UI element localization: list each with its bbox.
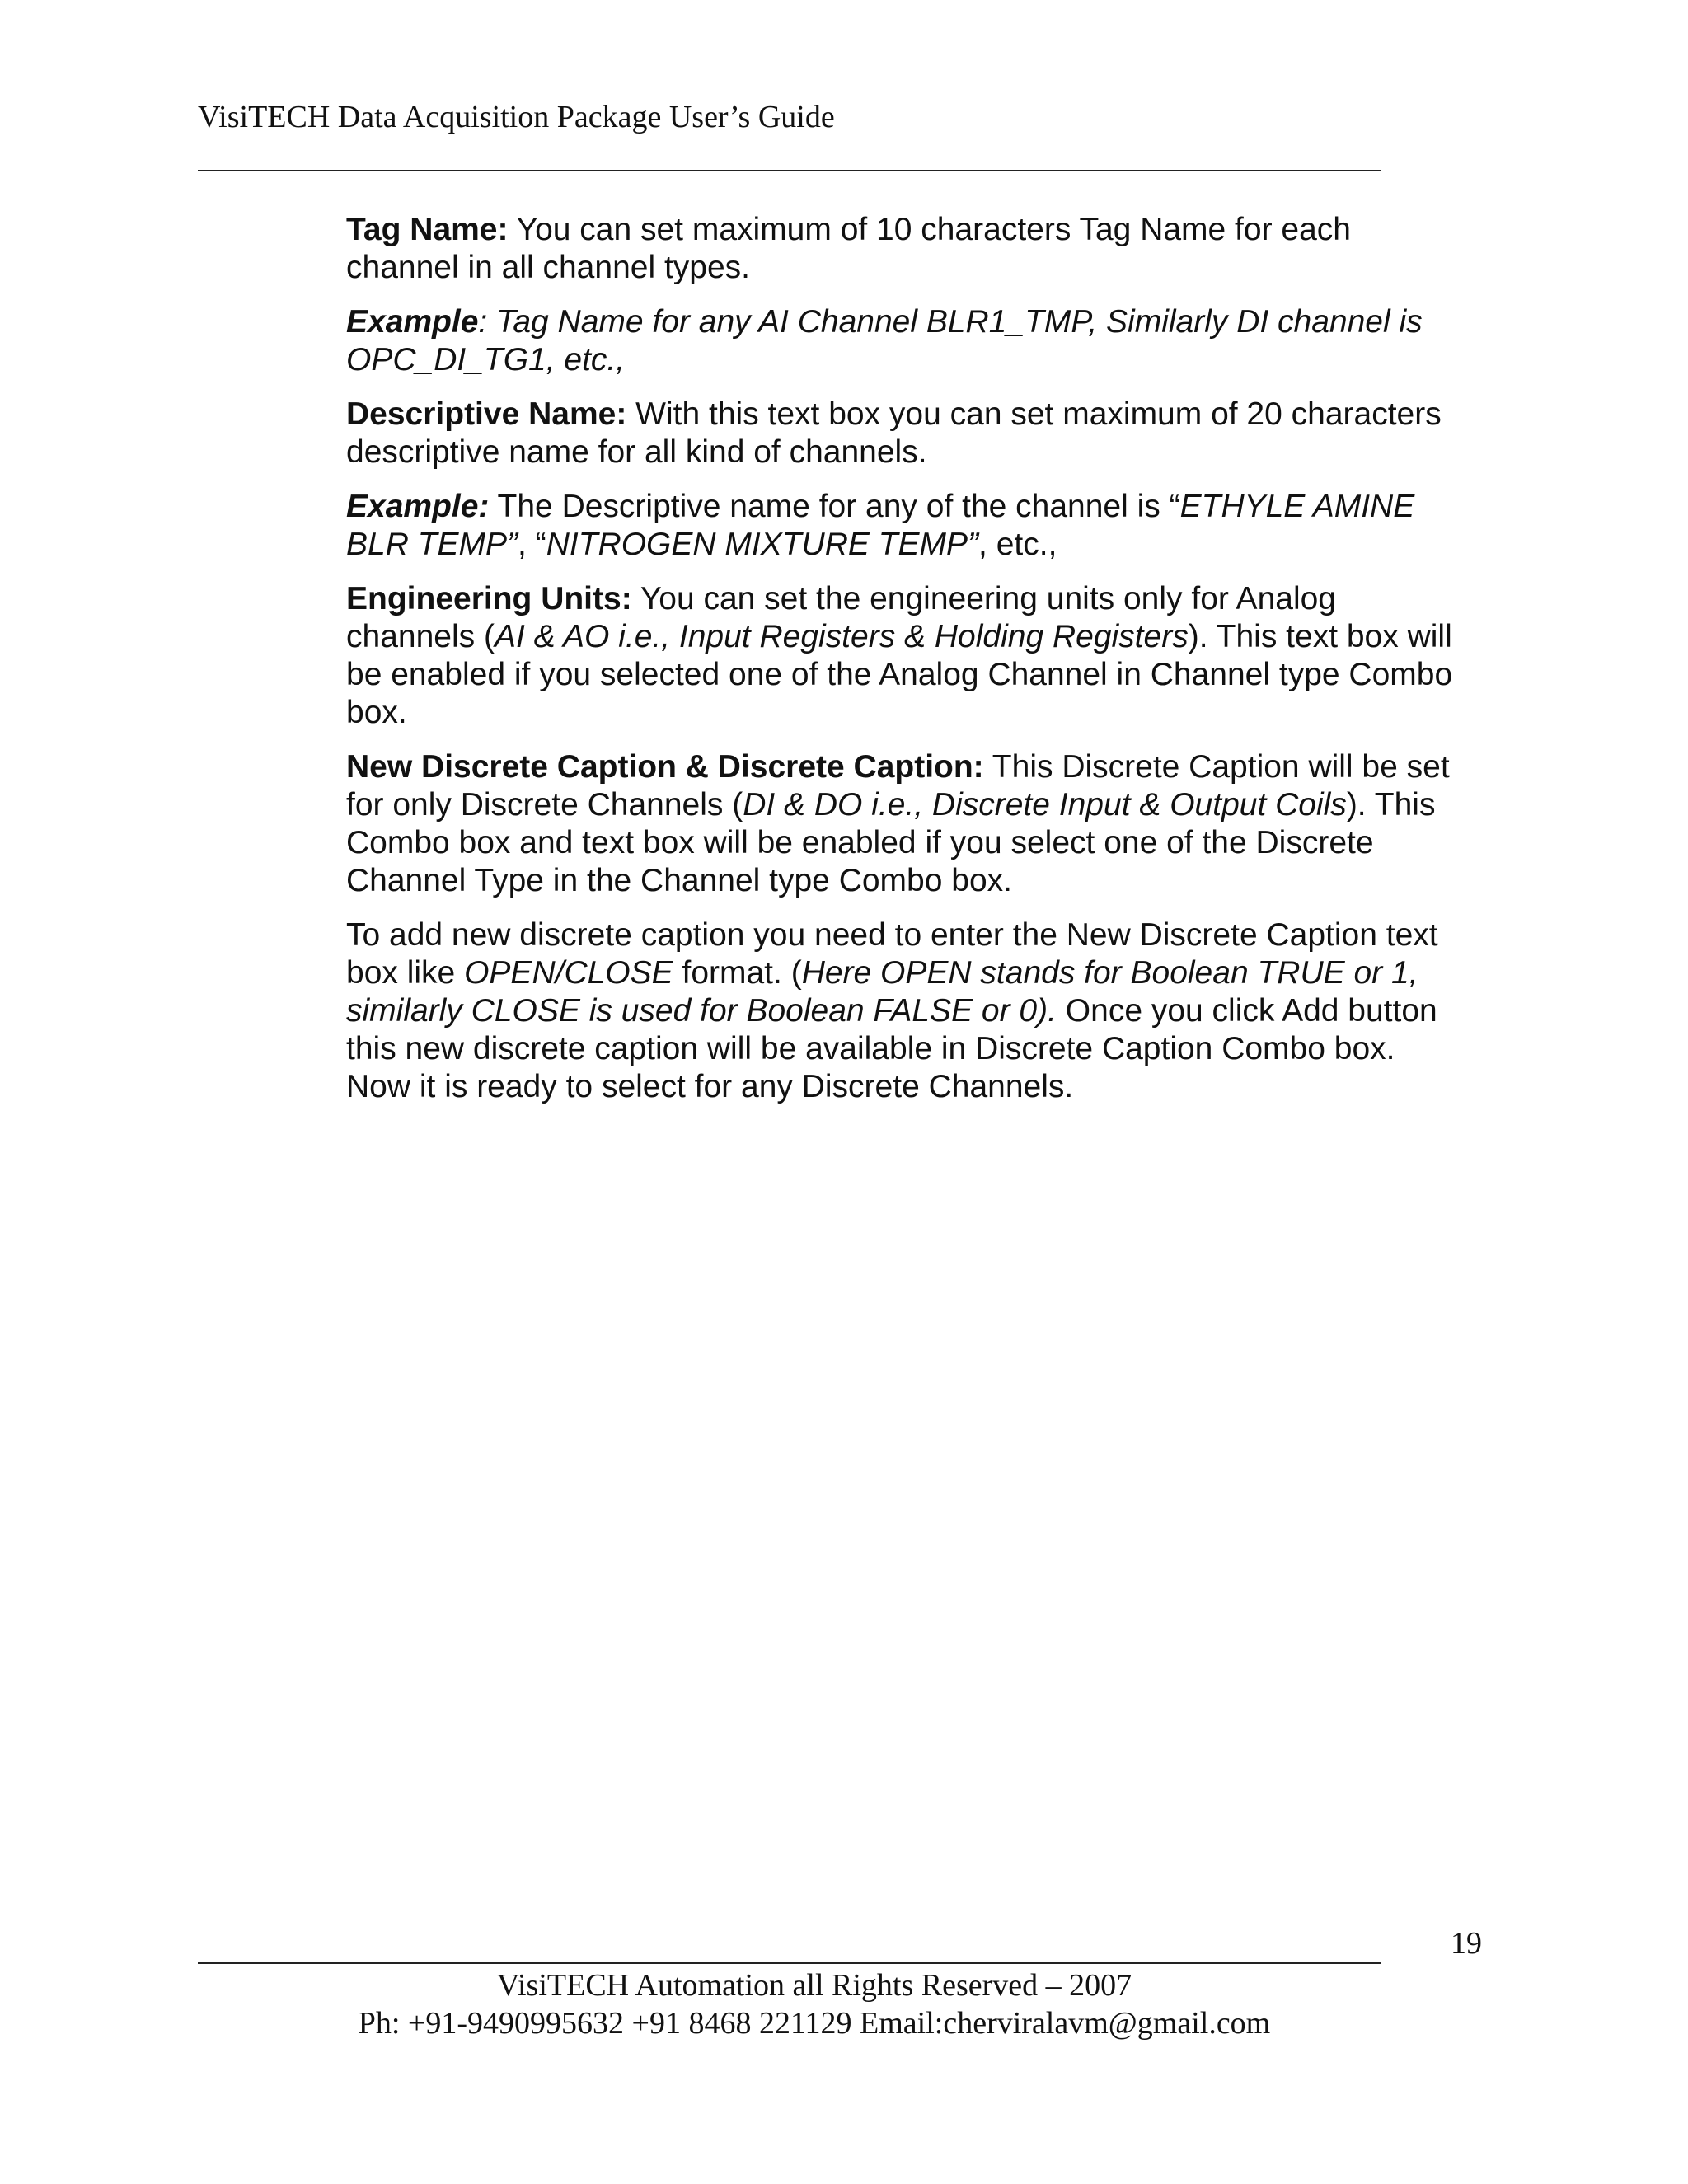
engineering-units-line-2: [346, 618, 1500, 656]
tag-example-line-2: [346, 341, 1500, 379]
descriptive-example-line-1: [346, 488, 1500, 526]
discrete-caption-text-2a: for only Discrete Channels (: [346, 787, 743, 823]
add-caption-text-4: this new discrete caption will be available in Discrete Caption Combo box.: [346, 1031, 1395, 1066]
descriptive-name-paragraph: [346, 396, 1500, 471]
footer-copyright: VisiTECH Automation all Rights Reserved – 2007: [496, 1968, 1132, 2003]
tag-name-text-2: channel in all channel types.: [346, 250, 750, 285]
engineering-units-text-2a: channels (: [346, 619, 495, 654]
tag-example-paragraph: [346, 303, 1500, 379]
tag-name-label: Tag Name:: [346, 212, 509, 247]
descriptive-name-text-2: descriptive name for all kind of channels.: [346, 434, 927, 470]
footer-contact: Ph: +91-9490995632 +91 8468 221129 Email:cherviralavm@gmail.com: [358, 2006, 1271, 2041]
engineering-units-paragraph: [346, 580, 1500, 732]
tag-name-line-1: [346, 211, 1500, 249]
descriptive-example-text-3: , etc.,: [978, 527, 1057, 562]
engineering-units-text-3: be enabled if you selected one of the Analog Channel in Channel type Combo: [346, 657, 1453, 692]
tag-example-label: Example: [346, 304, 479, 340]
discrete-caption-italic: DI & DO i.e., Discrete Input & Output Coils: [743, 787, 1347, 823]
tag-example-line-1: [346, 303, 1500, 341]
descriptive-example-text-1: The Descriptive name for any of the channel is “: [489, 489, 1180, 524]
add-caption-italic-2a: OPEN/CLOSE: [464, 955, 673, 991]
footer: [198, 1966, 1431, 2042]
footer-divider: [198, 1962, 1381, 1964]
header-divider: [198, 170, 1381, 171]
document-body: [346, 211, 1500, 1122]
engineering-units-text-2b: ). This text box will: [1188, 619, 1452, 654]
add-caption-text-1: To add new discrete caption you need to enter the New Discrete Caption text: [346, 917, 1438, 953]
descriptive-example-label: Example:: [346, 489, 490, 524]
descriptive-name-label: Descriptive Name:: [346, 396, 627, 432]
add-caption-paragraph: [346, 916, 1500, 1106]
discrete-caption-text-3: Combo box and text box will be enabled if you select one of the Discrete: [346, 825, 1374, 860]
add-caption-text-2b: format. (: [673, 955, 802, 991]
add-caption-line-2: [346, 954, 1500, 992]
discrete-caption-label: New Discrete Caption & Discrete Caption:: [346, 749, 984, 785]
tag-name-paragraph: [346, 211, 1500, 287]
add-caption-italic-2b: Here OPEN stands for Boolean TRUE or 1,: [801, 955, 1418, 991]
add-caption-line-3: [346, 992, 1500, 1030]
engineering-units-line-1: [346, 580, 1500, 618]
tag-example-text-2: OPC_DI_TG1, etc.,: [346, 342, 626, 377]
descriptive-example-paragraph: [346, 488, 1500, 564]
discrete-caption-line-2: [346, 786, 1500, 824]
descriptive-example-text-2: , “: [518, 527, 546, 562]
tag-name-text-1: You can set maximum of 10 characters Tag Name for each: [508, 212, 1351, 247]
descriptive-example-italic-2: BLR TEMP”: [346, 527, 518, 562]
add-caption-text-3: Once you click Add button: [1056, 993, 1437, 1029]
descriptive-name-line-1: [346, 396, 1500, 434]
descriptive-name-text-1: With this text box you can set maximum of 20 characters: [626, 396, 1442, 432]
descriptive-example-italic-1: ETHYLE AMINE: [1179, 489, 1415, 524]
discrete-caption-text-1: This Discrete Caption will be set: [983, 749, 1450, 785]
engineering-units-text-1: You can set the engineering units only for Analog: [631, 581, 1336, 616]
engineering-units-italic: AI & AO i.e., Input Registers & Holding Registers: [494, 619, 1189, 654]
add-caption-text-2a: box like: [346, 955, 465, 991]
header-title: VisiTECH Data Acquisition Package User’s Guide: [198, 100, 835, 134]
discrete-caption-line-1: [346, 748, 1500, 786]
engineering-units-label: Engineering Units:: [346, 581, 632, 616]
add-caption-text-5: Now it is ready to select for any Discrete Channels.: [346, 1069, 1074, 1104]
descriptive-example-italic-3: NITROGEN MIXTURE TEMP”: [546, 527, 979, 562]
descriptive-example-line-2: [346, 526, 1500, 564]
add-caption-italic-3: similarly CLOSE is used for Boolean FALSE or 0).: [346, 993, 1057, 1029]
tag-example-text-1: : Tag Name for any AI Channel BLR1_TMP, Similarly DI channel is: [478, 304, 1423, 340]
page-number: 19: [1451, 1926, 1482, 1961]
discrete-caption-text-4: Channel Type in the Channel type Combo box.: [346, 863, 1012, 898]
discrete-caption-paragraph: [346, 748, 1500, 900]
discrete-caption-text-2b: ). This: [1346, 787, 1436, 823]
engineering-units-text-4: box.: [346, 695, 407, 730]
